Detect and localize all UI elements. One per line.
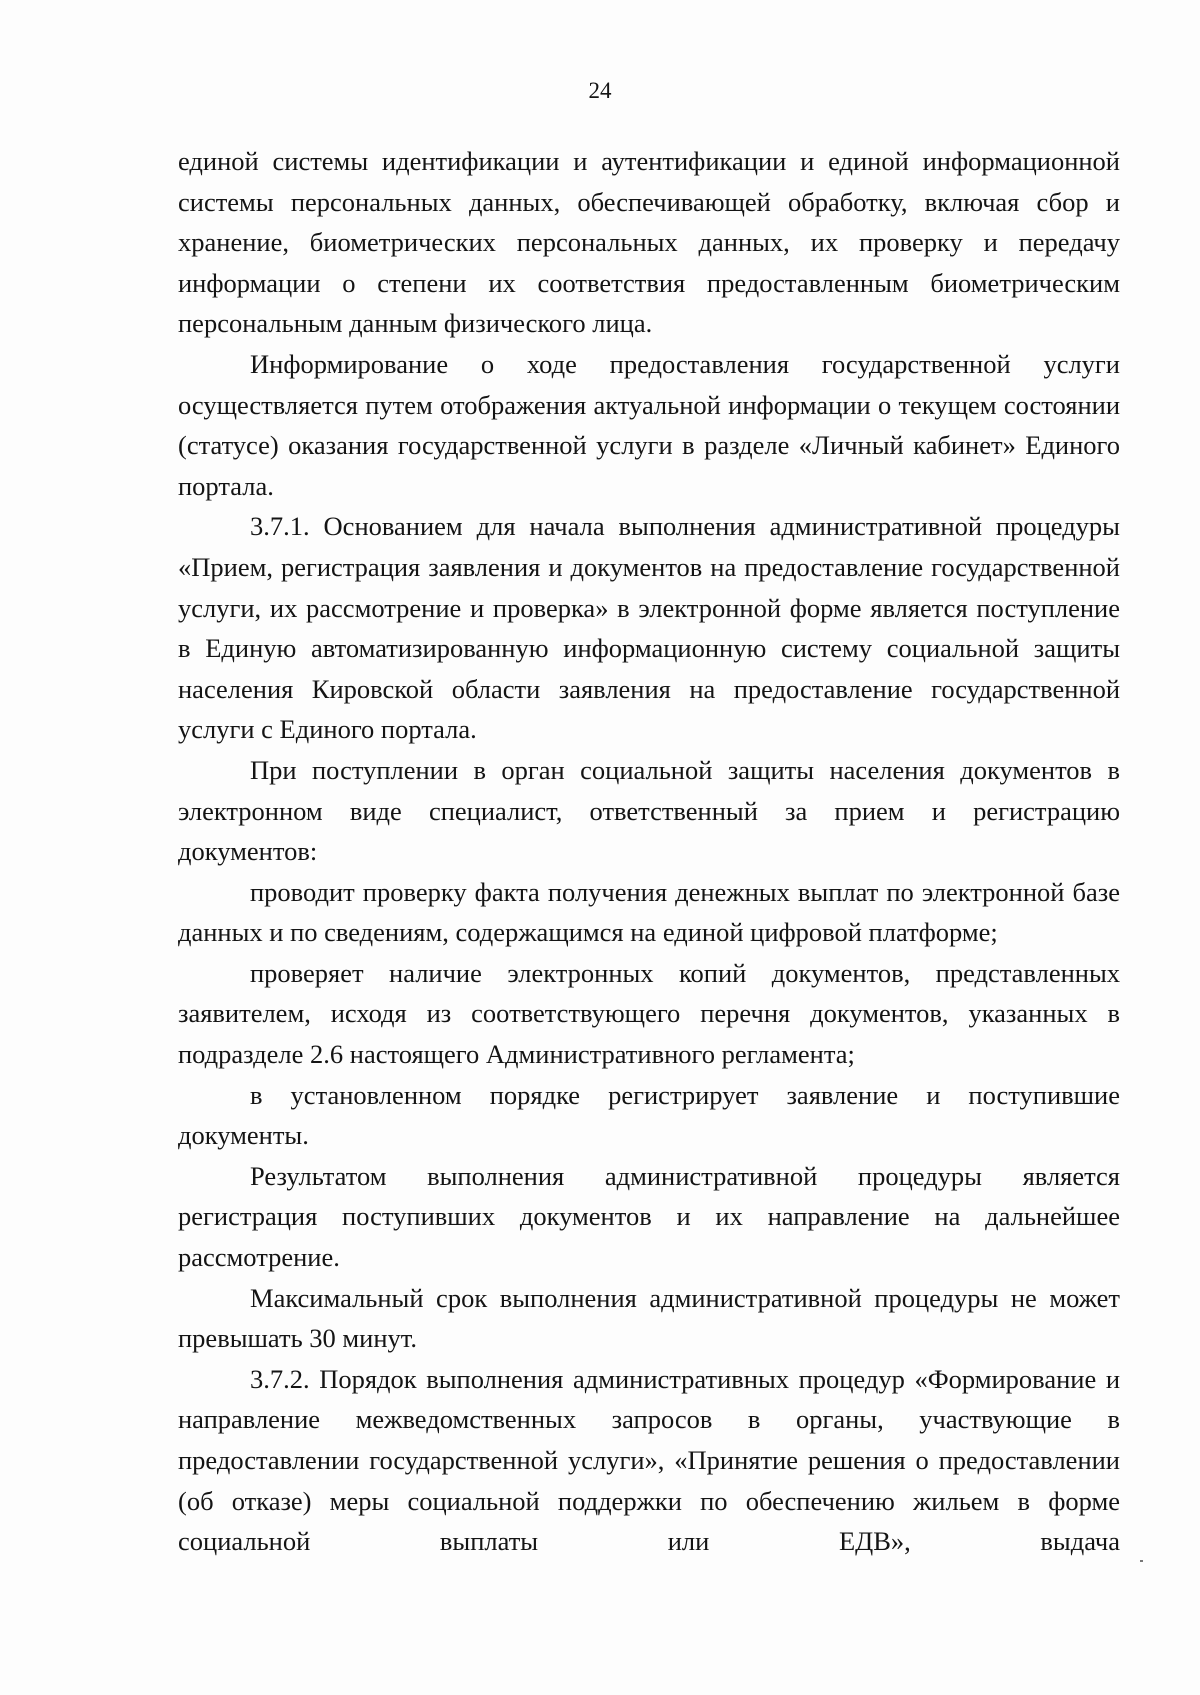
paragraph-esia-continuation: единой системы идентификации и аутентификации и единой информационной системы персональных данных, обеспечивающей обработку, включая сбор и хранение, биометрических персональных данных, их проверку и передачу информации о степени их соответствия предоставленным биометрическим персональным данным физического лица.	[178, 146, 1120, 339]
scan-artifact-dot	[1140, 1560, 1143, 1562]
paragraph-register: в установленном порядке регистрирует заявление и поступившие документы.	[178, 1079, 1120, 1151]
paragraph-3-7-1: 3.7.1. Основанием для начала выполнения административной процедуры «Прием, регистрация заявления и документов на предоставление государственной услуги, их рассмотрение и проверка» в электронной форме является поступление в Единую автоматизированную информационную систему социальной защиты населения Кировской области заявления на предоставление государственной услуги с Единого портала.	[178, 511, 1120, 745]
paragraph-receipt: При поступлении в орган социальной защиты населения документов в электронном виде специалист, ответственный за прием и регистрацию документов:	[178, 754, 1120, 867]
paragraph-3-7-2: 3.7.2. Порядок выполнения административных процедур «Формирование и направление межведомственных запросов в органы, участвующие в предоставлении государственной услуги», «Принятие решения о предоставлении (об отказе) меры социальной поддержки по обеспечению жильем в форме социальной выплаты или ЕДВ», выдача	[178, 1363, 1120, 1557]
page-number: 24	[588, 78, 612, 103]
paragraph-check-payments: проводит проверку факта получения денежных выплат по электронной базе данных и по сведениям, содержащимся на единой цифровой платформе;	[178, 876, 1120, 948]
paragraph-check-copies: проверяет наличие электронных копий документов, представленных заявителем, исходя из соответствующего перечня документов, указанных в подразделе 2.6 настоящего Административного регламента;	[178, 957, 1120, 1070]
paragraph-informing: Информирование о ходе предоставления государственной услуги осуществляется путем отображения актуальной информации о текущем состоянии (статусе) оказания государственной услуги в разделе «Личный кабинет» Единого портала.	[178, 348, 1120, 501]
document-body	[178, 141, 1120, 1562]
paragraph-max-time: Максимальный срок выполнения административной процедуры не может превышать 30 минут.	[178, 1282, 1120, 1354]
paragraph-result: Результатом выполнения административной процедуры является регистрация поступивших документов и их направление на дальнейшее рассмотрение.	[178, 1160, 1120, 1273]
